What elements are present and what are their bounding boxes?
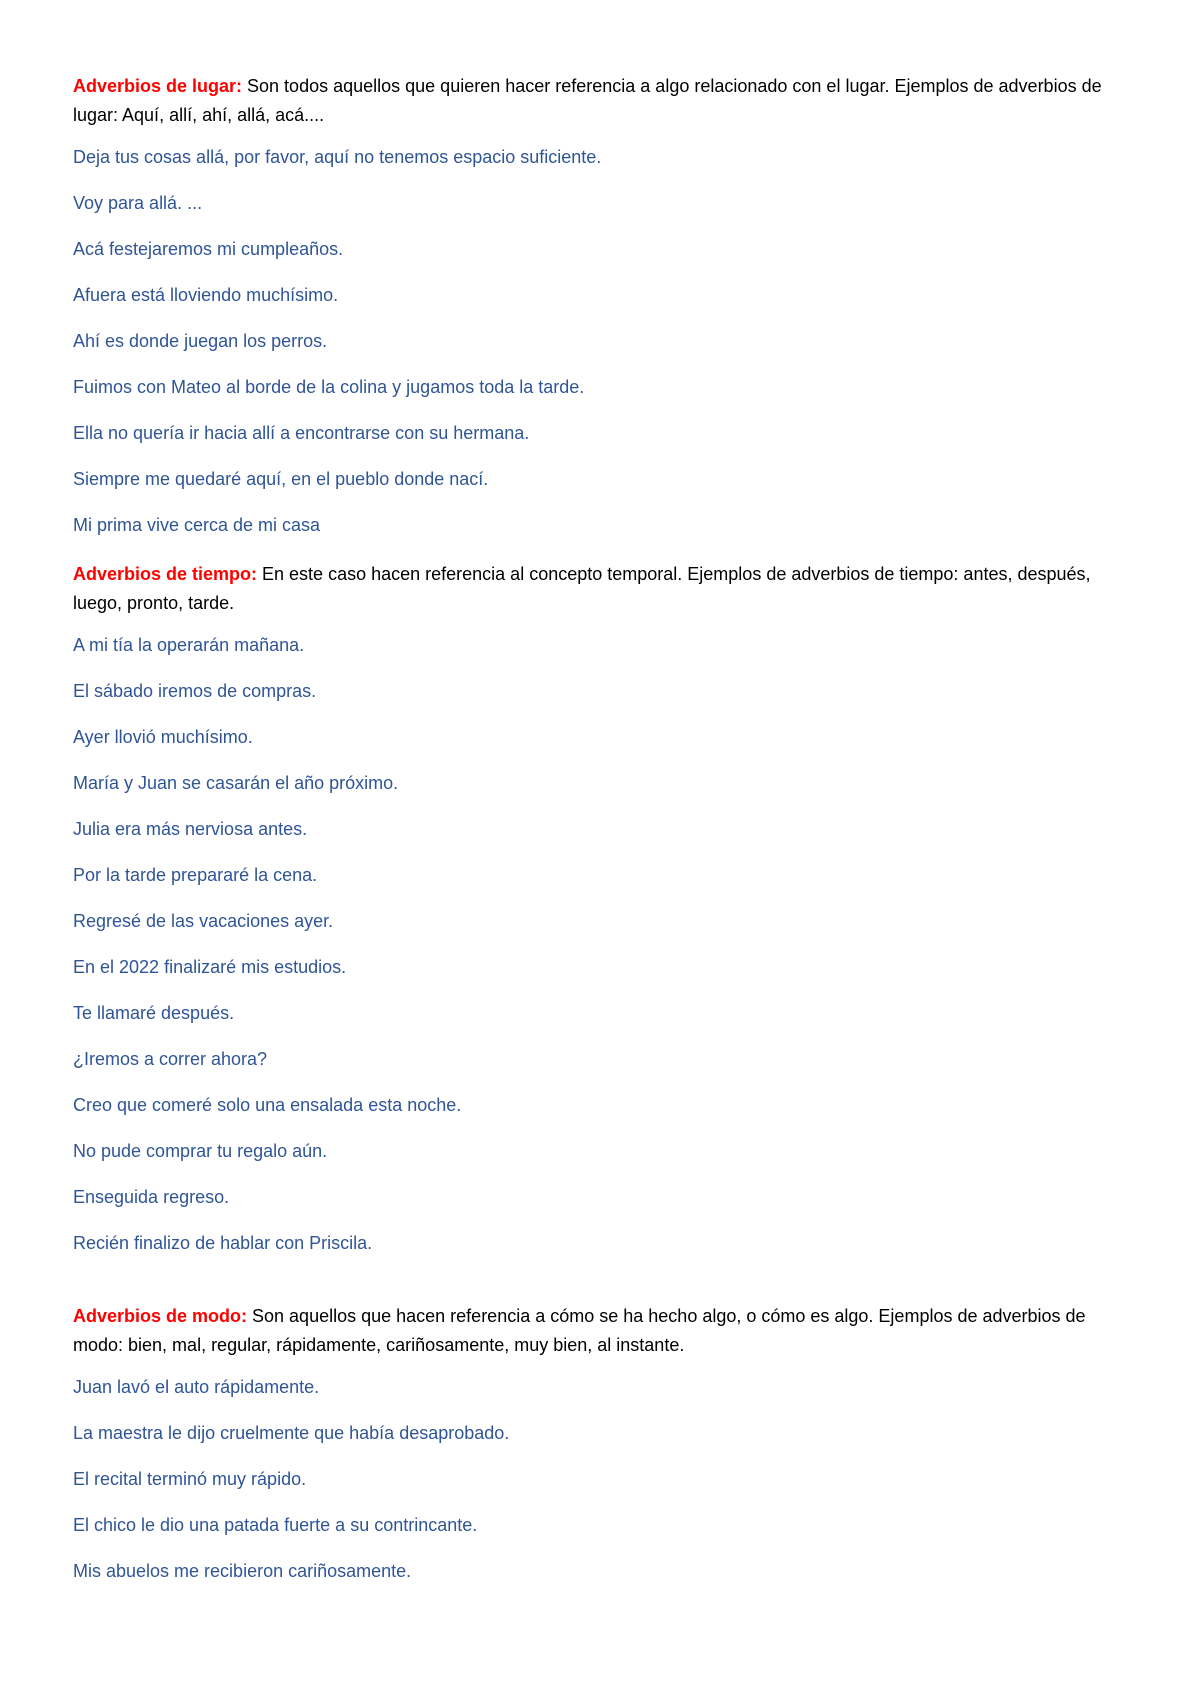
example-sentence: El chico le dio una patada fuerte a su contrincante. — [73, 1515, 478, 1535]
example-sentence: Recién finalizo de hablar con Priscila. — [73, 1233, 373, 1253]
example-sentence: El recital terminó muy rápido. — [73, 1469, 307, 1489]
section-intro — [73, 72, 1133, 130]
section-adverbios-lugar — [73, 72, 1133, 536]
example-sentence: Ayer llovió muchísimo. — [73, 727, 253, 747]
example-sentence: Siempre me quedaré aquí, en el pueblo donde nací. — [73, 469, 489, 489]
example-sentence: Julia era más nerviosa antes. — [73, 819, 308, 839]
section-description: Son aquellos que hacen referencia a cómo se ha hecho algo, o cómo es algo. Ejemplos de adverbios de modo: bien, mal, regular, rápidamente, cariñosamente, muy bien, al instante. — [73, 1306, 1086, 1355]
example-sentence: Acá festejaremos mi cumpleaños. — [73, 239, 344, 259]
example-sentence: Ella no quería ir hacia allí a encontrarse con su hermana. — [73, 423, 530, 443]
section-heading: Adverbios de modo: — [73, 1306, 248, 1326]
example-sentence: Voy para allá. ... — [73, 193, 203, 213]
example-sentence: Deja tus cosas allá, por favor, aquí no tenemos espacio suficiente. — [73, 147, 602, 167]
example-sentence: Afuera está lloviendo muchísimo. — [73, 285, 339, 305]
section-description: En este caso hacen referencia al concepto temporal. Ejemplos de adverbios de tiempo: antes, después, luego, pronto, tarde. — [73, 564, 1091, 613]
example-sentence: Ahí es donde juegan los perros. — [73, 331, 328, 351]
section-adverbios-tiempo — [73, 560, 1133, 1254]
example-sentence: Por la tarde prepararé la cena. — [73, 865, 318, 885]
example-sentence: Te llamaré después. — [73, 1003, 235, 1023]
example-sentence: Regresé de las vacaciones ayer. — [73, 911, 334, 931]
document-page — [73, 72, 1133, 1606]
example-sentence: Enseguida regreso. — [73, 1187, 230, 1207]
example-sentence: El sábado iremos de compras. — [73, 681, 317, 701]
section-intro — [73, 1302, 1133, 1360]
example-sentence: No pude comprar tu regalo aún. — [73, 1141, 328, 1161]
section-heading: Adverbios de lugar: — [73, 76, 243, 96]
example-sentence: A mi tía la operarán mañana. — [73, 635, 305, 655]
example-sentence: Mis abuelos me recibieron cariñosamente. — [73, 1561, 412, 1581]
paragraph-spacer — [73, 1278, 1133, 1302]
example-sentence: Creo que comeré solo una ensalada esta noche. — [73, 1095, 462, 1115]
example-sentence: María y Juan se casarán el año próximo. — [73, 773, 399, 793]
example-sentence: Juan lavó el auto rápidamente. — [73, 1377, 320, 1397]
example-sentence: Mi prima vive cerca de mi casa — [73, 515, 321, 535]
section-intro — [73, 560, 1133, 618]
example-sentence: Fuimos con Mateo al borde de la colina y jugamos toda la tarde. — [73, 377, 585, 397]
example-sentence: La maestra le dijo cruelmente que había desaprobado. — [73, 1423, 510, 1443]
example-sentence: ¿Iremos a correr ahora? — [73, 1049, 268, 1069]
example-sentence: En el 2022 finalizaré mis estudios. — [73, 957, 347, 977]
section-heading: Adverbios de tiempo: — [73, 564, 258, 584]
section-adverbios-modo — [73, 1302, 1133, 1582]
section-description: Son todos aquellos que quieren hacer referencia a algo relacionado con el lugar. Ejemplos de adverbios de lugar: Aquí, allí, ahí, allá, acá.... — [73, 76, 1102, 125]
